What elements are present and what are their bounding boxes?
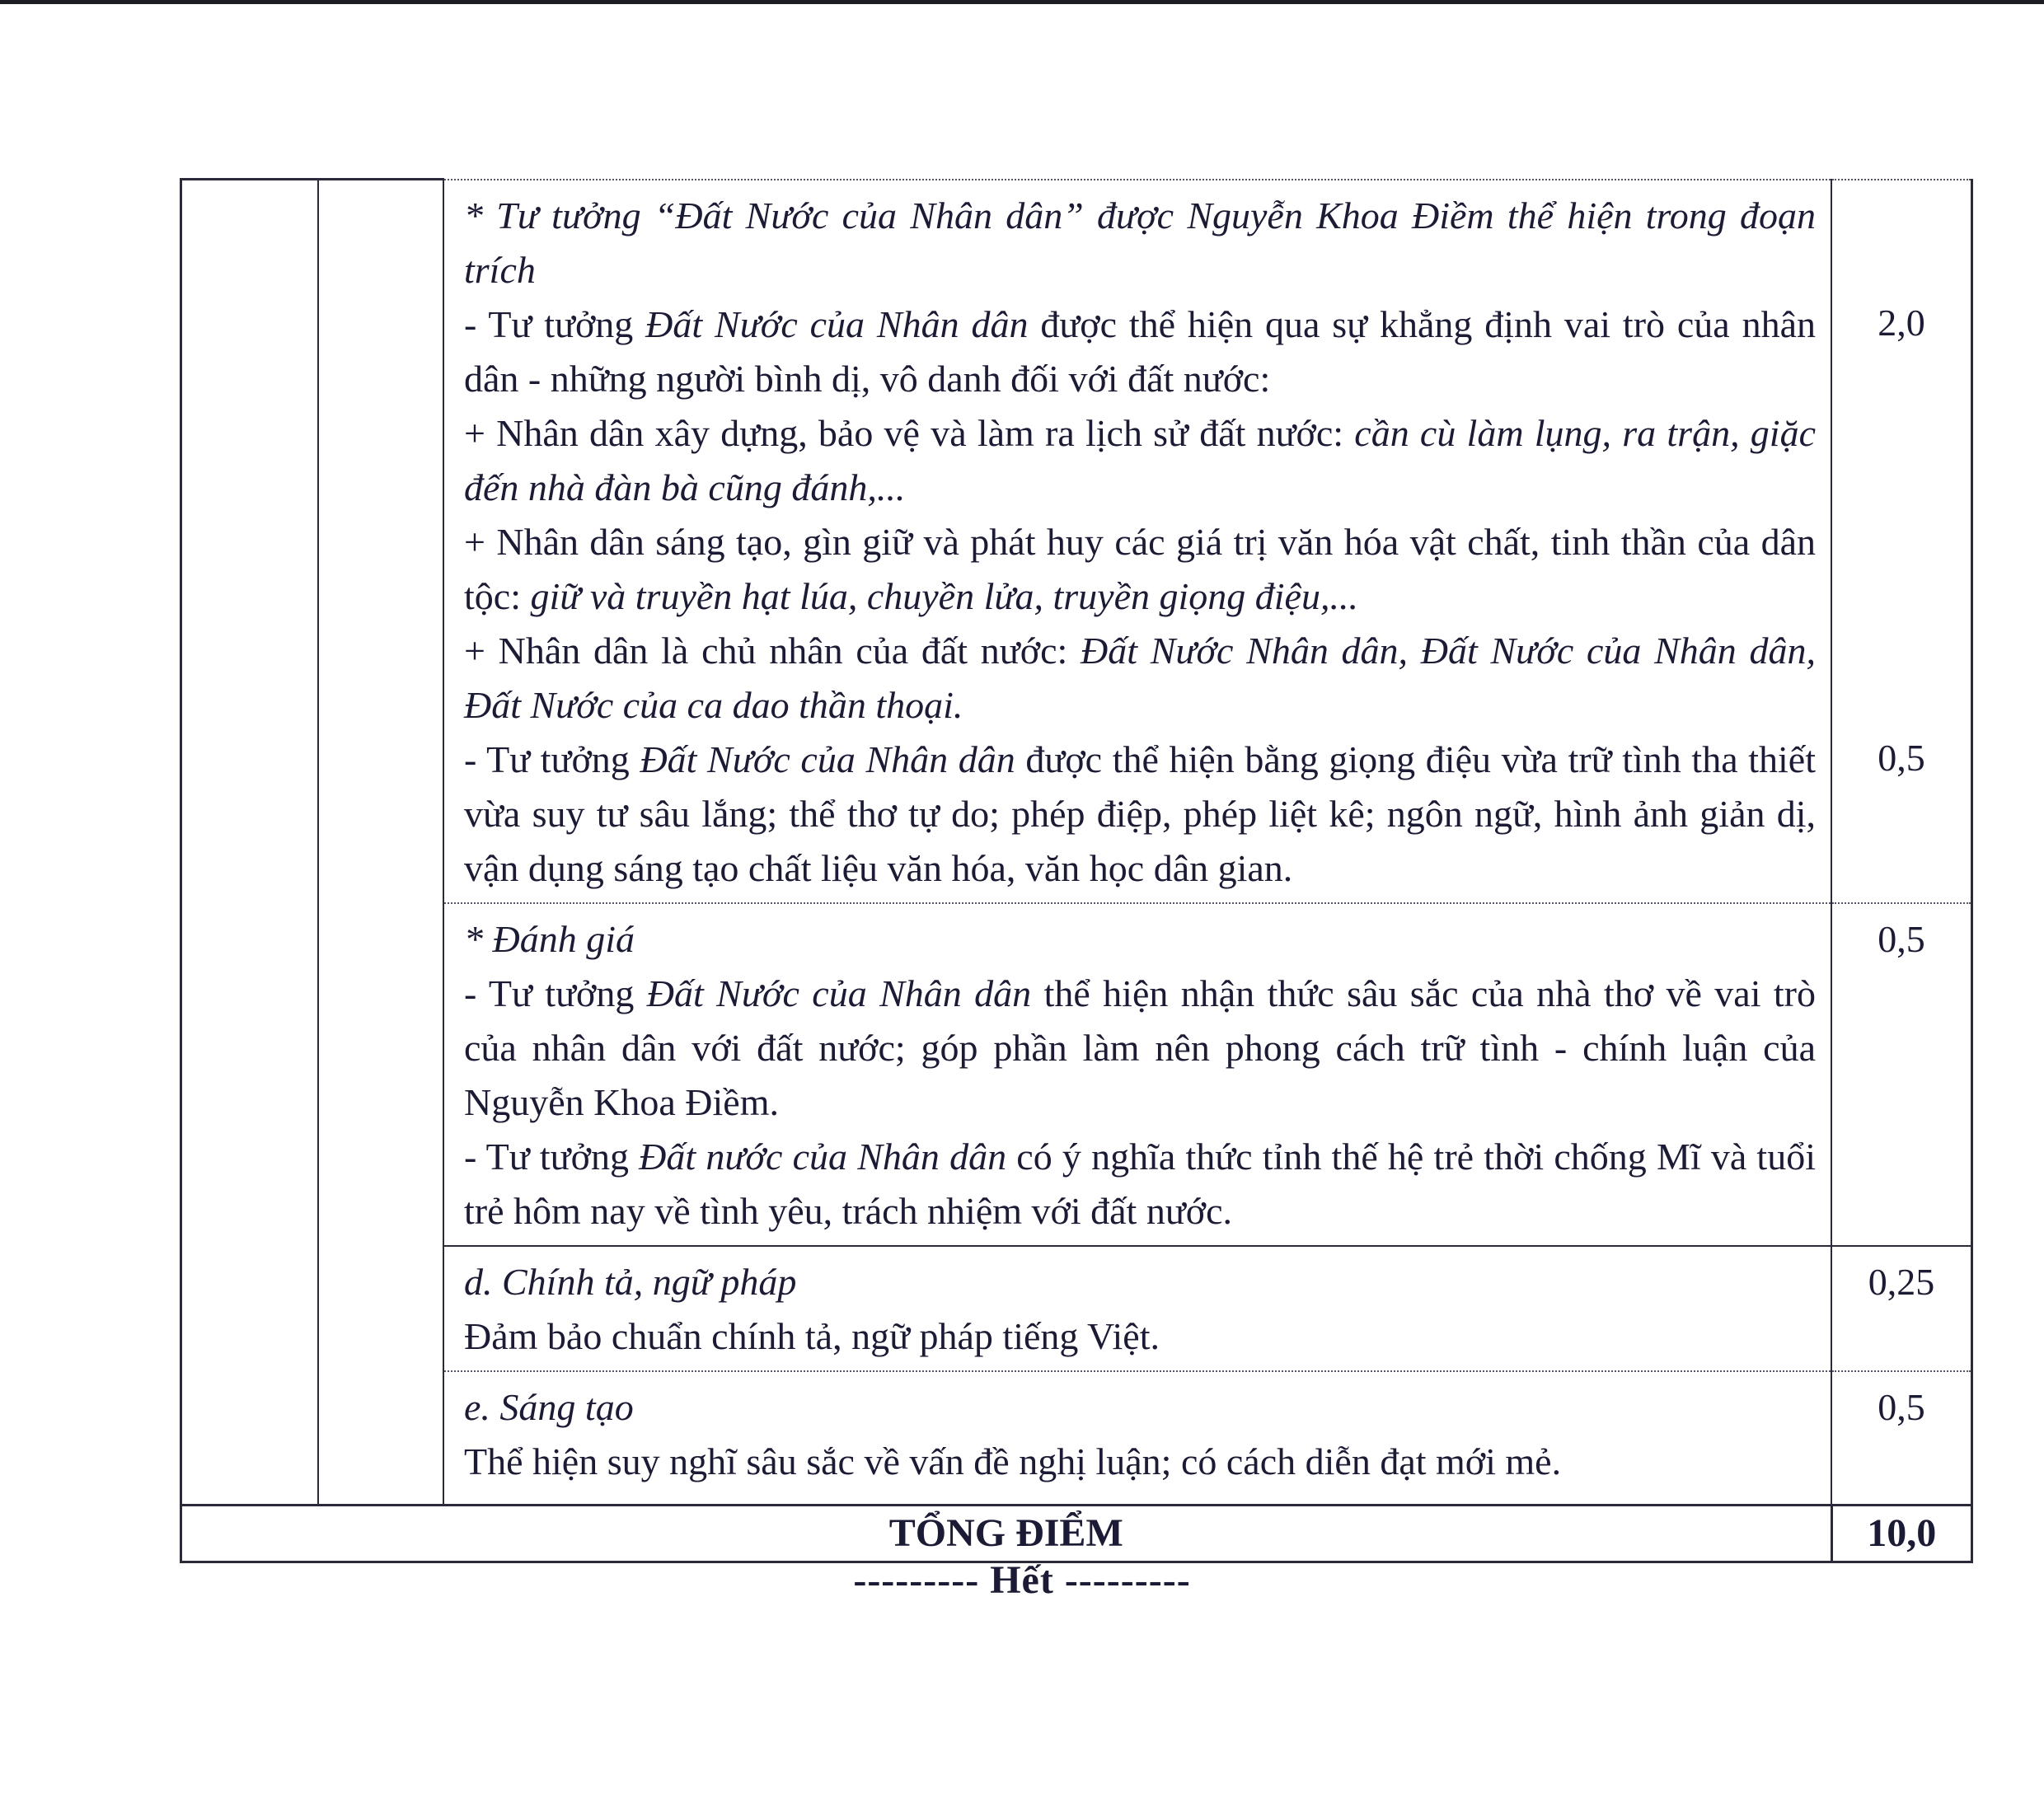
end-marker: --------- Hết --------- [853, 1558, 1191, 1602]
section-cell [318, 180, 443, 1506]
score-value: 0,5 [1878, 736, 1925, 779]
text-run: - Tư tưởng [464, 1135, 640, 1178]
score-value: 2,0 [1878, 301, 1925, 344]
text-run: + Nhân dân xây dựng, bảo vệ và làm ra lịch sử đất nước: [464, 411, 1355, 454]
text-run: được thể hiện qua sự khẳng định vai trò của nhân dân - những người bình dị, vô danh đối với đất nước: [464, 302, 1817, 400]
heading-eval: * Đánh giá [464, 917, 635, 960]
score-cell-creative [1831, 1371, 1972, 1506]
table-row [181, 180, 1972, 903]
grammar-text: Đảm bảo chuẩn chính tả, ngữ pháp tiếng Việt. [464, 1314, 1160, 1357]
text-run: - Tư tưởng [464, 738, 640, 780]
paragraph-style [464, 733, 1816, 896]
text-run: - Tư tưởng [464, 302, 646, 345]
bullet-owner [464, 624, 1816, 733]
paragraph-eval-2 [464, 1130, 1816, 1239]
italic-run: Đất Nước của Nhân dân [646, 972, 1032, 1014]
italic-run: Đất Nước của Nhân dân [645, 302, 1029, 345]
italic-run: cần cù làm lụng, ra trận, giặc đến nhà đàn bà cũng đánh,... [464, 411, 1816, 508]
italic-run: Đất Nước Nhân dân, Đất Nước của Nhân dân, Đất Nước của ca dao thần thoại. [464, 629, 1816, 726]
score-value: 0,25 [1868, 1260, 1935, 1303]
content-cell-eval [443, 903, 1831, 1246]
paragraph-eval-1 [464, 967, 1816, 1130]
total-row [181, 1505, 1972, 1562]
heading-people: * Tư tưởng “Đất Nước của Nhân dân” được Nguyễn Khoa Điềm thể hiện trong đoạn trích [464, 194, 1816, 291]
paragraph-role [464, 297, 1816, 406]
score-value: 0,5 [1878, 917, 1925, 960]
content-cell-creative [443, 1371, 1831, 1506]
scan-top-edge [0, 0, 2044, 4]
text-run: được thể hiện bằng giọng điệu vừa trữ tình tha thiết vừa suy tư sâu lắng; thể thơ tự do; phép điệp, phép liệt kê; ngôn ngữ, hình ảnh giản dị, vận dụng sáng tạo chất liệu văn hóa, văn học dân gian. [464, 738, 1817, 889]
table-row [181, 1371, 1972, 1506]
table-row [181, 1246, 1972, 1371]
heading-creative: e. Sáng tạo [464, 1385, 634, 1428]
content-cell-people [443, 180, 1831, 903]
heading-grammar: d. Chính tả, ngữ pháp [464, 1260, 797, 1303]
content-cell-grammar [443, 1246, 1831, 1371]
score-value: 0,5 [1878, 1385, 1925, 1428]
total-value: 10,0 [1831, 1505, 1972, 1562]
bullet-history [464, 406, 1816, 515]
score-cell-eval [1831, 903, 1972, 1246]
text-run: - Tư tưởng [464, 972, 647, 1014]
text-run: thể hiện nhận thức sâu sắc của nhà thơ về vai trò của nhân dân với đất nước; góp phần làm nên phong cách trữ tình - chính luận của Nguyễn Khoa Điềm. [464, 972, 1816, 1123]
question-number-cell [181, 180, 319, 1506]
text-run: có ý nghĩa thức tỉnh thế hệ trẻ thời chống Mĩ và tuổi trẻ hôm nay về tình yêu, trách nhiệm với đất nước. [464, 1135, 1816, 1232]
scoring-table [180, 178, 1973, 1563]
bullet-culture [464, 515, 1816, 624]
text-run: + Nhân dân sáng tạo, gìn giữ và phát huy các giá trị văn hóa vật chất, tinh thần của dân tộc: [464, 520, 1816, 617]
total-label: TỔNG ĐIỂM [181, 1505, 1832, 1562]
text-run: + Nhân dân là chủ nhân của đất nước: [464, 629, 1081, 672]
score-cell-grammar [1831, 1246, 1972, 1371]
italic-run: Đất Nước của Nhân dân [640, 738, 1015, 780]
table-row [181, 903, 1972, 1246]
creative-text: Thể hiện suy nghĩ sâu sắc về vấn đề nghị luận; có cách diễn đạt mới mẻ. [464, 1440, 1562, 1482]
score-cell-people [1831, 180, 1972, 903]
italic-run: Đất nước của Nhân dân [639, 1135, 1007, 1178]
italic-run: giữ và truyền hạt lúa, chuyền lửa, truyền giọng điệu,... [530, 574, 1358, 617]
